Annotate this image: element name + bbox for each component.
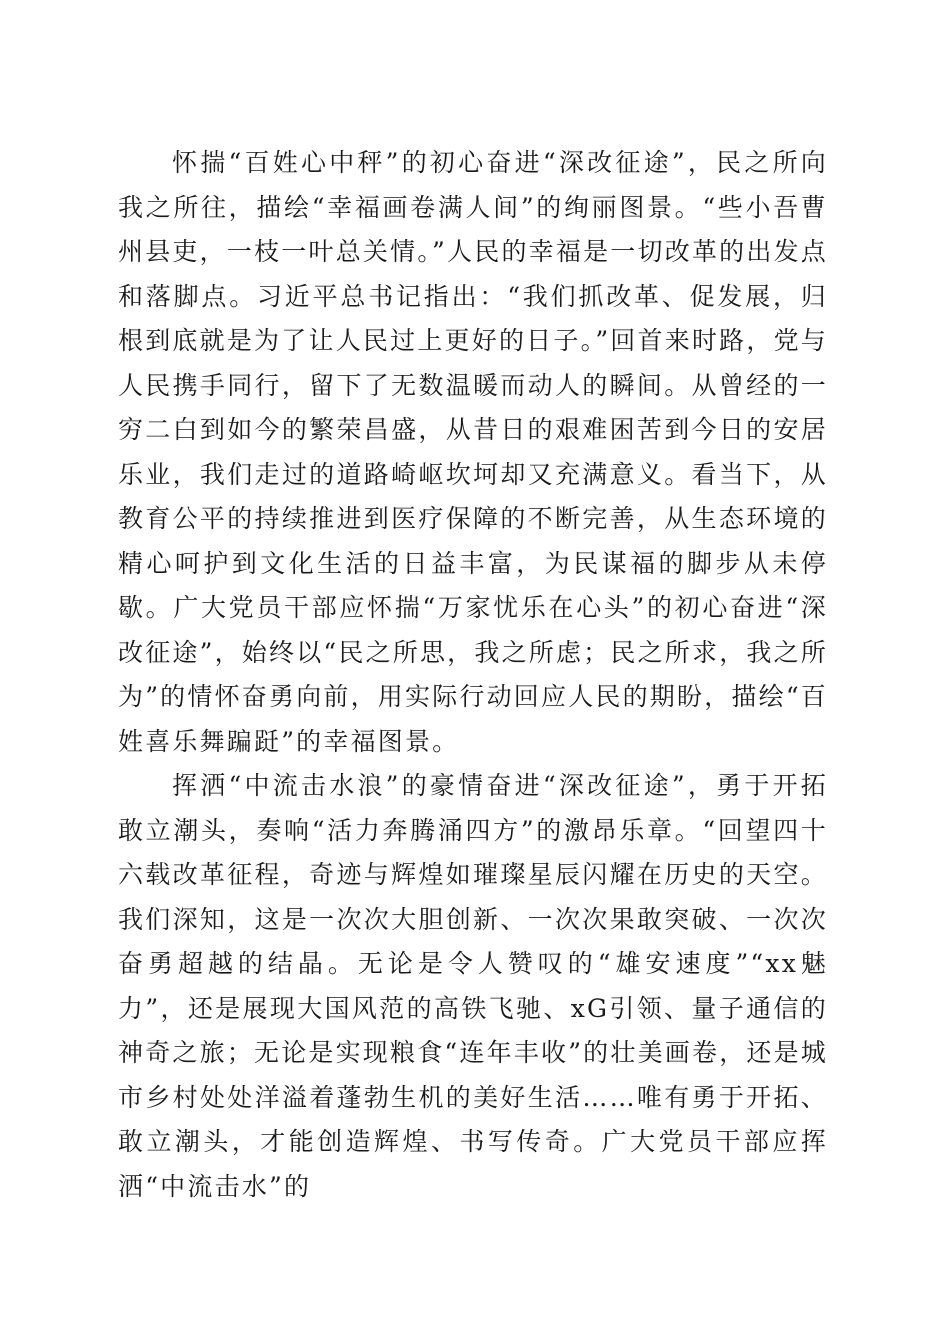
document-body [118,141,828,1209]
paragraph-reform-courage: 挥洒“中流击水浪”的豪情奋进“深改征途”，勇于开拓敢立潮头，奏响“活力奔腾涌四方”的激昂乐章。“回望四十六载改革征程，奇迹与辉煌如璀璨星辰闪耀在历史的天空。我们深知，这是一次次大胆创新、一次次果敢突破、一次次奋勇超越的结晶。无论是令人赞叹的“雄安速度”“xx魅力”，还是展现大国风范的高铁飞驰、xG引领、量子通信的神奇之旅；无论是实现粮食“连年丰收”的壮美画卷，还是城市乡村处处洋溢着蓬勃生机的美好生活……唯有勇于开拓、敢立潮头，才能创造辉煌、书写传奇。广大党员干部应挥洒“中流击水”的 [118,771,828,1201]
paragraph-people-happiness: 怀揣“百姓心中秤”的初心奋进“深改征途”，民之所向我之所往，描绘“幸福画卷满人间”的绚丽图景。“些小吾曹州县吏，一枝一叶总关情。”人民的幸福是一切改革的出发点和落脚点。习近平总书记指出：“我们抓改革、促发展，归根到底就是为了让人民过上更好的日子。”回首来时路，党与人民携手同行，留下了无数温暖而动人的瞬间。从曾经的一穷二白到如今的繁荣昌盛，从昔日的艰难困苦到今日的安居乐业，我们走过的道路崎岖坎坷却又充满意义。看当下，从教育公平的持续推进到医疗保障的不断完善，从生态环境的精心呵护到文化生活的日益丰富，为民谋福的脚步从未停歇。广大党员干部应怀揣“万家忧乐在心头”的初心奋进“深改征途”，始终以“民之所思，我之所虑；民之所求，我之所为”的情怀奋勇向前，用实际行动回应人民的期盼，描绘“百姓喜乐舞蹁跹”的幸福图景。 [118,148,828,756]
